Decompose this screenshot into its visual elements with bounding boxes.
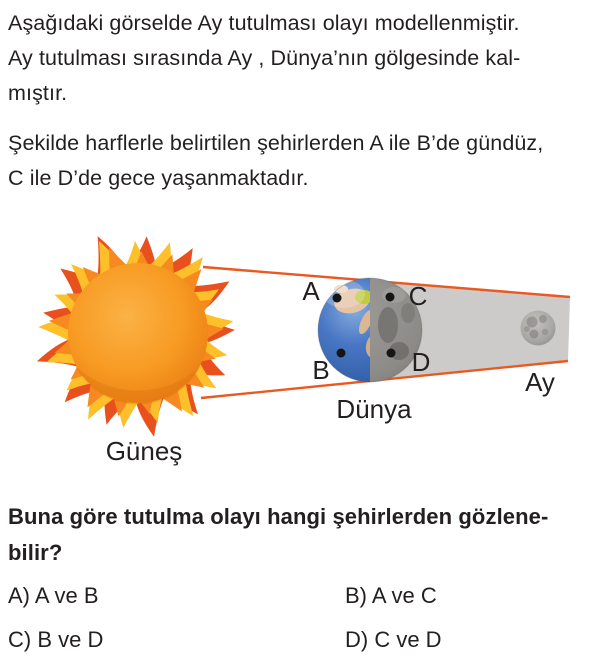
moon-label: Ay	[525, 367, 555, 397]
intro-line-3: mıştır.	[8, 81, 68, 105]
question-text	[8, 499, 611, 571]
lunar-eclipse-diagram	[0, 205, 615, 475]
answer-option-a: A) A ve B	[8, 583, 99, 608]
moon-illustration	[521, 311, 556, 346]
city-label-d: D	[411, 347, 431, 377]
answer-option-d: D) C ve D	[345, 627, 442, 652]
city-label-b: B	[312, 355, 330, 385]
intro-line-2: Ay tutulması sırasında Ay , Dünya’nın gölgesinde kal-	[8, 46, 521, 70]
answer-option-b: B) A ve C	[345, 583, 437, 608]
answer-option-c: C) B ve D	[8, 627, 104, 652]
info-paragraph	[8, 126, 611, 196]
earth-illustration	[318, 278, 422, 382]
question-line-1: Buna göre tutulma olayı hangi şehirlerden gözlene-	[8, 504, 549, 529]
earth-label: Dünya	[336, 394, 412, 424]
city-dot-d	[387, 349, 396, 358]
city-label-a: A	[302, 276, 320, 306]
city-dot-b	[337, 349, 346, 358]
info-line-2: C ile D’de gece yaşanmaktadır.	[8, 166, 309, 190]
info-line-1: Şekilde harflerle belirtilen şehirlerden A ile B’de gündüz,	[8, 131, 544, 155]
intro-line-1: Aşağıdaki görselde Ay tutulması olayı modellenmiştir.	[8, 11, 520, 35]
city-dot-c	[386, 293, 395, 302]
city-dot-a	[333, 294, 342, 303]
question-line-2: bilir?	[8, 540, 63, 565]
city-label-c: C	[408, 281, 428, 311]
intro-paragraph	[8, 6, 611, 111]
sun-label: Güneş	[105, 436, 183, 466]
